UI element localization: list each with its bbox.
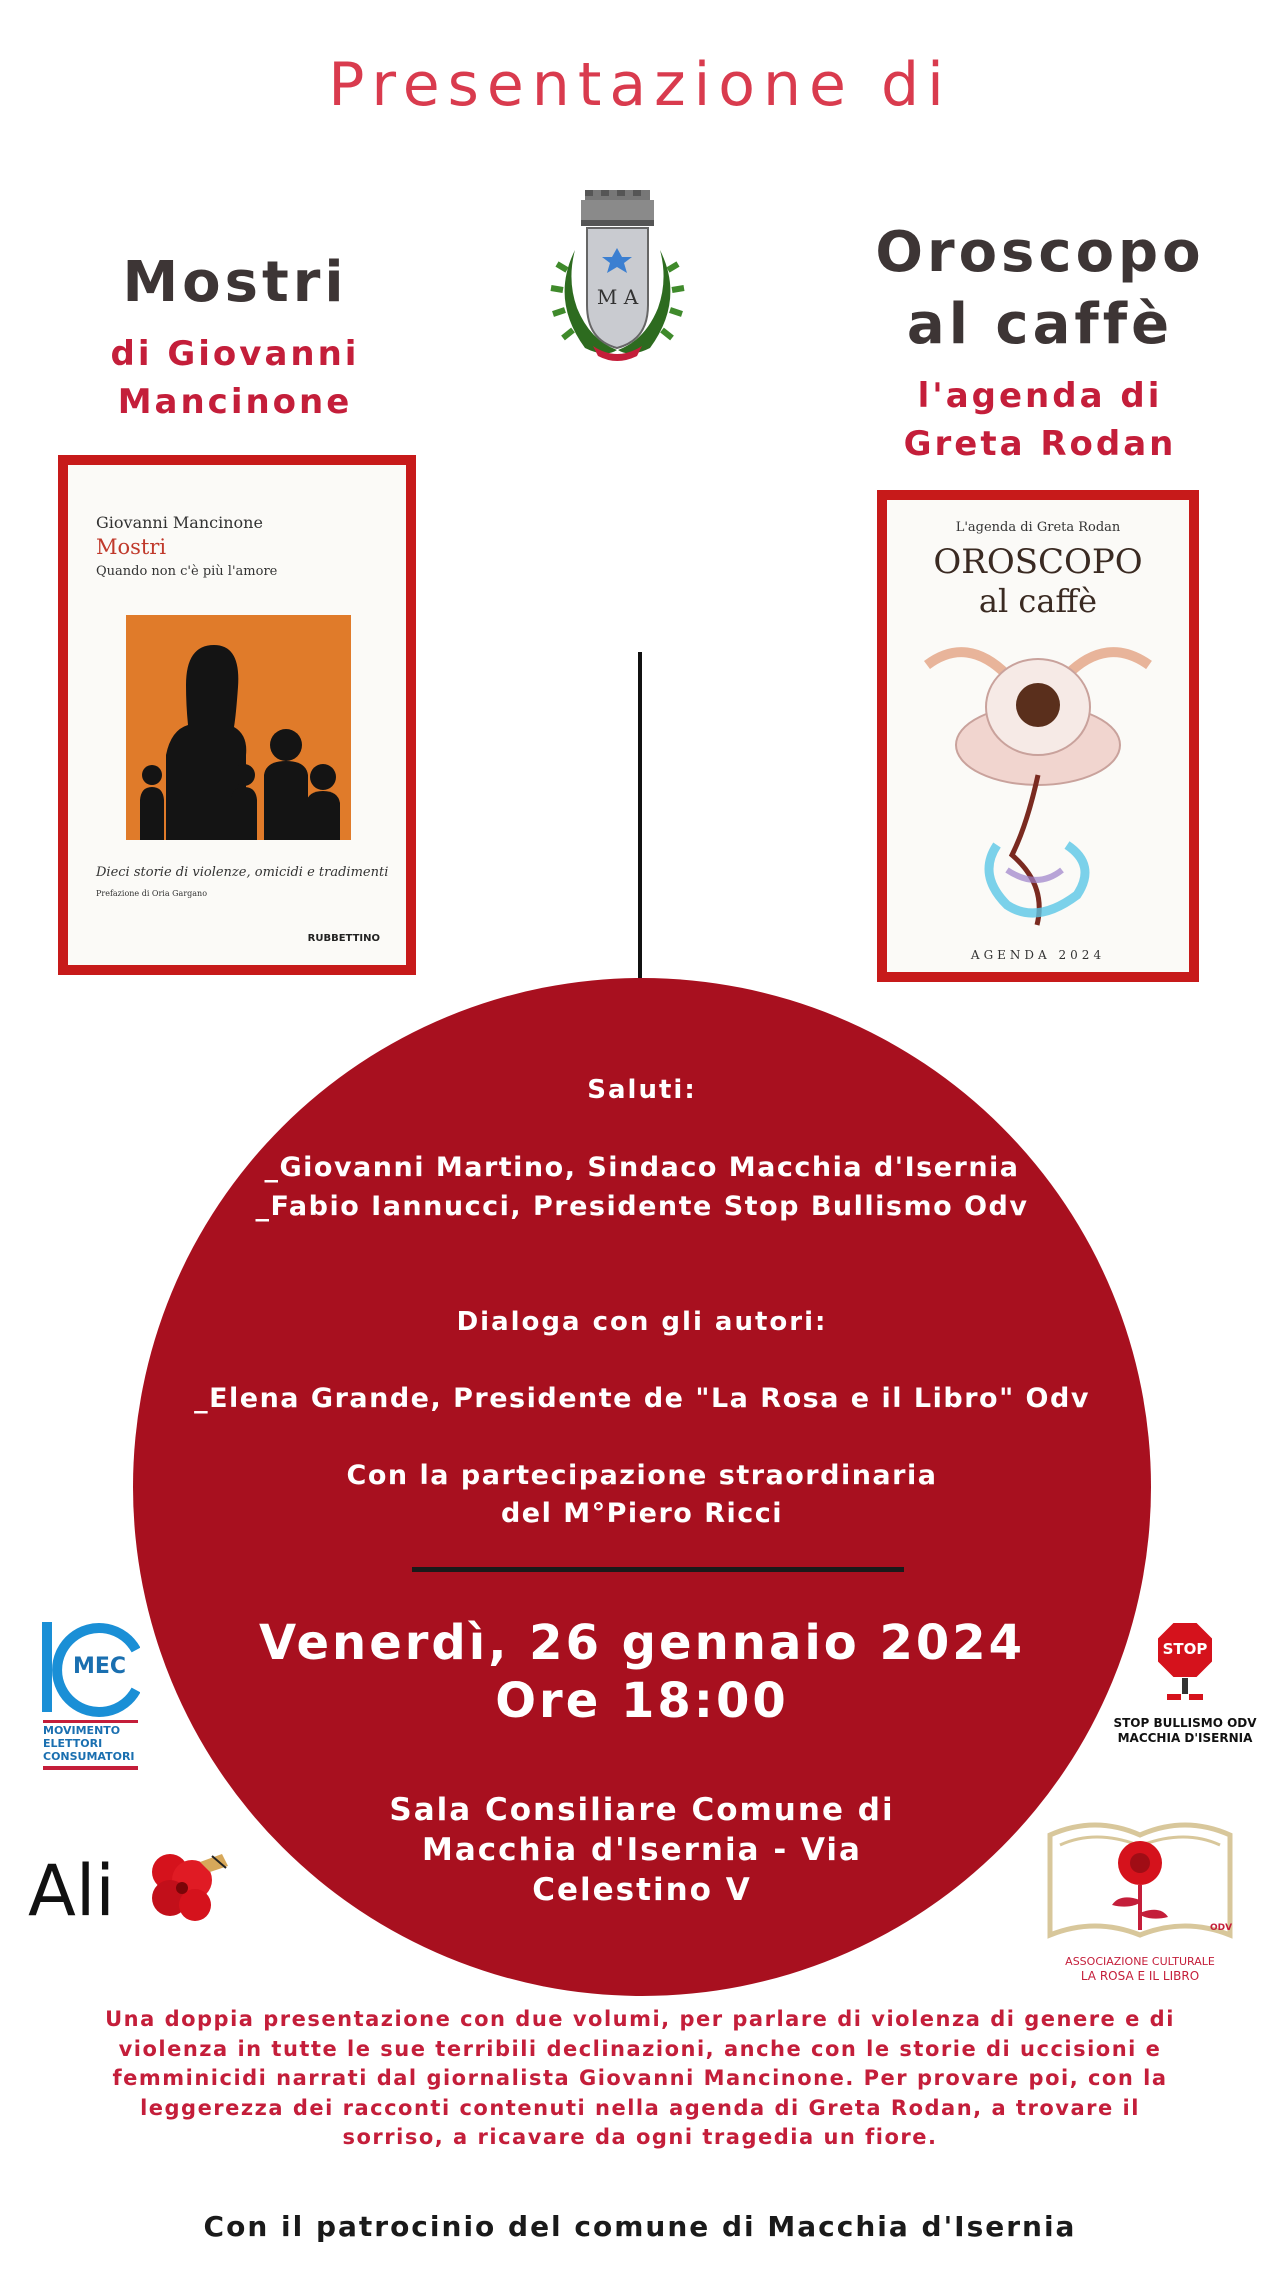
cover-illustration [126, 615, 351, 840]
cover-title: Mostri [96, 535, 167, 559]
saluto-1: _Giovanni Martino, Sindaco Macchia d'Isernia [264, 1152, 1020, 1183]
special-guest-2: del M°Piero Ricci [500, 1498, 784, 1529]
stop-bullismo-logo [1110, 1620, 1260, 1760]
event-description [60, 2005, 1220, 2153]
cover-title-1: OROSCOPO [933, 542, 1143, 582]
stop-sign-icon [1155, 1620, 1215, 1700]
cover-tagline: Dieci storie di violenze, omicidi e tradimenti [96, 865, 389, 880]
crest-letters: M A [596, 285, 639, 309]
stop-line-2: MACCHIA D'ISERNIA [1117, 1731, 1253, 1745]
hibiscus-icon [140, 1850, 235, 1925]
book-left-title: Mostri [122, 250, 348, 315]
book-left-subtitle-2: Mancinone [117, 382, 353, 422]
cover-subtitle: Quando non c'è più l'amore [96, 564, 278, 579]
special-guest-1: Con la partecipazione straordinaria [346, 1460, 938, 1491]
cover-author: Giovanni Mancinone [96, 513, 263, 532]
description-line-2: violenza in tutte le sue terribili declinazioni, anche con le storie di uccisioni e [118, 2036, 1162, 2061]
mec-mark-text: MEC [73, 1654, 127, 1679]
rosa-line-2: LA ROSA E IL LIBRO [1080, 1969, 1200, 1983]
municipal-crest [545, 190, 690, 362]
book-right-subtitle-1: l'agenda di [917, 376, 1163, 416]
dialoga-label: Dialoga con gli autori: [456, 1307, 828, 1337]
mec-line-3: CONSUMATORI [43, 1750, 135, 1763]
description-line-5: sorriso, a ricavare da ogni tragedia un fiore. [342, 2125, 938, 2149]
rosa-line-1: ASSOCIAZIONE CULTURALE [1065, 1955, 1215, 1968]
cover-top: L'agenda di Greta Rodan [955, 520, 1121, 535]
event-date: Venerdì, 26 gennaio 2024 [258, 1615, 1026, 1671]
book-cover-mostri [58, 455, 416, 975]
book-left-subtitle-1: di Giovanni [110, 334, 360, 374]
description-line-3: femminicidi narrati dal giornalista Giovanni Mancinone. Per provare poi, con la [112, 2066, 1168, 2090]
mec-logo [40, 1620, 145, 1780]
venue-1: Sala Consiliare Comune di [389, 1792, 895, 1828]
description-line-1: Una doppia presentazione con due volumi, per parlare di violenza di genere e di [105, 2007, 1175, 2031]
mec-stripe-bottom [43, 1766, 138, 1770]
cover-title-2: al caffè [978, 582, 1098, 620]
rosa-odv: ODV [1210, 1923, 1233, 1933]
cover-bottom: AGENDA 2024 [970, 948, 1106, 962]
book-right-subtitle-2: Greta Rodan [903, 424, 1177, 464]
stop-sign-text: STOP [1162, 1640, 1208, 1658]
book-right-title-1: Oroscopo [875, 220, 1205, 285]
saluti-label: Saluti: [587, 1075, 697, 1105]
rosa-libro-logo [1030, 1805, 1250, 1985]
book-cover-oroscopo [877, 490, 1199, 982]
cover-publisher: RUBBETTINO [307, 933, 380, 944]
mec-stripe-red [43, 1720, 138, 1723]
saluto-2: _Fabio Iannucci, Presidente Stop Bullismo Odv [255, 1191, 1029, 1222]
cover-coffee-illustration [907, 625, 1169, 935]
page-title: Presentazione di [328, 50, 952, 120]
venue-2: Macchia d'Isernia - Via [422, 1832, 862, 1868]
venue-3: Celestino V [532, 1872, 752, 1908]
event-time: Ore 18:00 [495, 1673, 789, 1729]
stop-line-1: STOP BULLISMO ODV [1113, 1716, 1257, 1730]
ali-text: Ali [28, 1850, 115, 1932]
book-right-title-2: al caffè [906, 292, 1174, 357]
patronage-footer: Con il patrocinio del comune di Macchia d'Isernia [203, 2210, 1077, 2243]
moderator: _Elena Grande, Presidente de "La Rosa e il Libro" Odv [194, 1383, 1090, 1414]
description-line-4: leggerezza dei racconti contenuti nella agenda di Greta Rodan, a trovare il [140, 2095, 1140, 2120]
mec-line-2: ELETTORI [43, 1737, 103, 1750]
connector-line [638, 652, 642, 980]
mec-line-1: MOVIMENTO [43, 1724, 121, 1737]
ali-logo [28, 1840, 238, 1930]
circle-divider [412, 1567, 904, 1572]
cover-preface: Prefazione di Oria Gargano [96, 889, 208, 898]
